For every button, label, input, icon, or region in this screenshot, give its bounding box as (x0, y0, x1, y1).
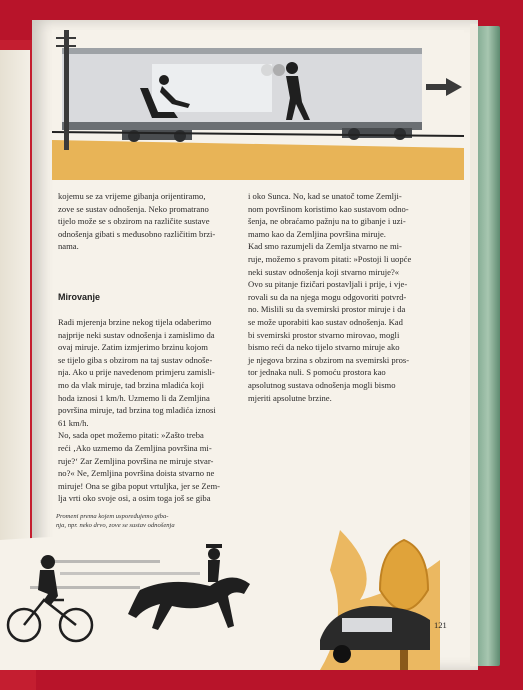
left-paragraph-2: No, sada opet možemo pitati: »Zašto treba reći ‚Ako uzmemo da Zemljina površina mi- ruje?‘ Zar Zemljina površina ne miruje stvar- no?« Ne, Zemljina površina doista stvarno ne miruje! Ona se giba poput vrtuljka, jer se Zem- lja vrti oko svoje osi, a osim toga još se giba (58, 430, 221, 504)
page-number: 121 (434, 620, 447, 630)
right-column (248, 190, 444, 404)
page-stack-edge (470, 24, 478, 666)
motion-scene-illustration (0, 530, 440, 670)
figure-caption: Promeni prema kojem uspoređujemo giba- nja, npr. neko drvo, zove se sustav odnošenja (56, 513, 175, 529)
intro-paragraph: kojemu se za vrijeme gibanja orijentiramo, zove se sustav odnošenja. Neko promatrano tijelo može se s obzirom na različite sustave odnošenja gibati s međusobno različitim brzi- nama. (58, 191, 216, 252)
train-window (152, 64, 272, 112)
right-paragraph-1: i oko Sunca. No, kad se unatoč tome Zemlji- nom površinom koristimo kao sustavom odno- šenja, ne obraćamo pažnju na to gibanje i uzi- mamo kao da Zemljina površina miruje. (248, 191, 409, 239)
left-column (58, 190, 244, 253)
train-illustration (52, 30, 464, 180)
left-paragraph-1: Radi mjerenja brzine nekog tijela odaberimo najprije neki sustav odnošenja i zamislimo da ovaj miruje. Zatim izmjerimo brzinu kojom se tijelo giba s obzirom na taj sustav odnoše- nja. Ako u prije navedenom primjeru zamisli- mo da vlak miruje, tad brzina mladića koji hoda iznosi 1 km/h. Uzmemo li da Zemljina površina miruje, tad brzina tog mladića iznosi 61 km/h. (58, 317, 216, 428)
right-paragraph-2: Kad smo razumjeli da Zemlja stvarno ne mi- ruje, možemo s pravom pitati: »Postoji li uopće neki sustav odnošenja koji stvarno miruje?« Ovo su pitanje fizičari postavljali i prije, i vje- rovali su da na njega mogu odgovoriti potvrd- no. Mislili su da svemirski prostor miruje i da se može uporabiti kao sustav odnošenja. Kad bi svemirski prostor stvarno mirovao, mogli bismo reći da neko tijelo stvarno miruje ako je njegova brzina s obzirom na svemirski pros- tor jednaka nuli. S pomoću prostora kao apsolutnog sustava odnošenja mogli bismo mjeriti apsolutne brzine. (248, 241, 412, 403)
section-heading: Mirovanje (58, 292, 101, 302)
left-column-body (58, 316, 244, 505)
